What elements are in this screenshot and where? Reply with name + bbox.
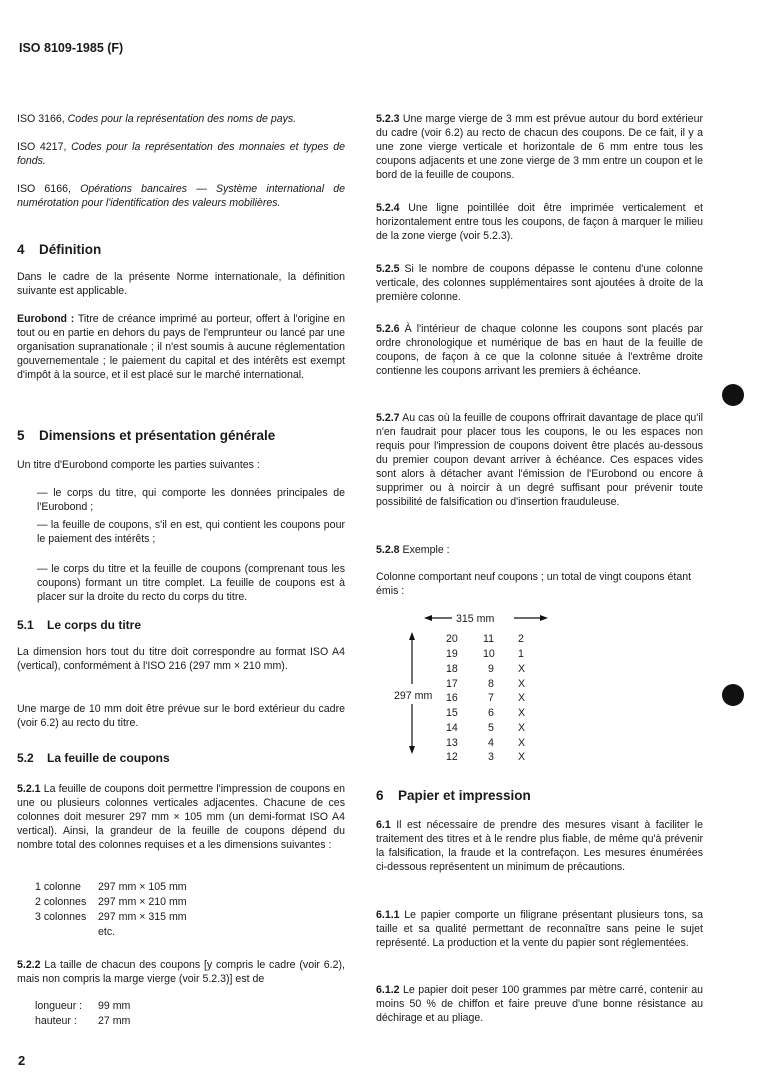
- coupon-number: 2: [518, 633, 524, 645]
- blank-coupon-mark: X: [518, 678, 526, 690]
- document-header: ISO 8109-1985 (F): [19, 41, 124, 55]
- paragraph-5-2-3: 5.2.3 Une marge vierge de 3 mm est prévue autour du bord extérieur du cadre (voir 6.2) au recto de chacun des coupons. De ce fait, il y a une zone vierge verticale et horizontale de 6 mm entre tous les coupons adjacents et une zone vierge de 3 mm entre un coupon et le bord de la feuille de coupons.: [376, 113, 703, 181]
- paragraph-6-1-2: 6.1.2 Le papier doit peser 100 grammes par mètre carré, contenir au moins 50 % de chiffon et faire preuve d'une bonne résistance au déchirage et au pliage.: [376, 984, 703, 1024]
- blank-coupon-mark: X: [518, 737, 526, 749]
- coupon-number: 20: [446, 633, 458, 645]
- section-6-heading: 6 Papier et impression: [376, 788, 531, 803]
- section-4-heading: 4 Définition: [17, 242, 102, 257]
- coupon-number: 9: [488, 663, 494, 675]
- list-item: — le corps du titre et la feuille de coupons (comprenant tous les coupons) formant un titre complet. La feuille de coupons est à placer sur la droite du recto du corps du titre.: [37, 563, 345, 603]
- table-row: longueur : 99 mm: [35, 1000, 131, 1012]
- coupon-number: 17: [446, 678, 458, 690]
- paragraph-5-2-6: 5.2.6 À l'intérieur de chaque colonne les coupons sont placés par ordre chronologique et numérique de bas en haut de la feuille de coupons, de façon à ce que la colonne située à l'extrême droite contienne les coupons arrivant les premiers à échéance.: [376, 323, 703, 377]
- reference-iso3166: ISO 3166, Codes pour la représentation des noms de pays.: [17, 113, 297, 125]
- section-5-heading: 5 Dimensions et présentation générale: [17, 428, 276, 443]
- coupon-number: 14: [446, 722, 458, 734]
- blank-coupon-mark: X: [518, 707, 526, 719]
- height-label: 297 mm: [394, 690, 433, 702]
- blank-coupon-mark: X: [518, 722, 526, 734]
- coupon-number: 10: [483, 648, 495, 660]
- coupon-number: 19: [446, 648, 458, 660]
- reference-iso6166: ISO 6166, Opérations bancaires — Système international de numérotation pour l'identification des valeurs mobilières.: [17, 183, 346, 209]
- table-row: etc.: [98, 926, 116, 938]
- section-5-1-heading: 5.1 Le corps du titre: [17, 618, 142, 632]
- blank-coupon-mark: X: [518, 692, 526, 704]
- coupon-number: 8: [488, 678, 494, 690]
- coupon-number: 3: [488, 751, 494, 763]
- coupon-number: 16: [446, 692, 458, 704]
- coupon-number: 12: [446, 751, 458, 763]
- width-arrow-right-head: [540, 615, 548, 621]
- coupon-number: 13: [446, 737, 458, 749]
- blank-coupon-mark: X: [518, 751, 526, 763]
- coupon-number: 15: [446, 707, 458, 719]
- table-row: 2 colonnes 297 mm × 210 mm: [35, 896, 187, 908]
- paragraph-5-2-4: 5.2.4 Une ligne pointillée doit être imprimée verticalement et horizontalement entre tous les coupons, de façon à marquer le milieu de la zone vierge (voir 5.2.3).: [376, 202, 703, 242]
- paragraph-5-2-8: 5.2.8 Exemple :: [376, 544, 450, 556]
- coupon-number: 1: [518, 648, 524, 660]
- table-row: 1 colonne 297 mm × 105 mm: [35, 881, 187, 893]
- coupon-layout-diagram: [376, 610, 596, 763]
- section-5-1-paragraph-2: Une marge de 10 mm doit être prévue sur le bord extérieur du cadre (voir 6.2) au recto du titre.: [17, 703, 345, 729]
- section-5-1-paragraph-1: La dimension hors tout du titre doit correspondre au format ISO A4 (vertical), conformément à l'ISO 216 (297 mm × 210 mm).: [17, 646, 345, 672]
- reference-iso4217: ISO 4217, Codes pour la représentation des monnaies et types de fonds.: [17, 141, 345, 167]
- coupon-number: 5: [488, 722, 494, 734]
- height-arrow-bottom-head: [409, 746, 415, 754]
- coupon-number: 6: [488, 707, 494, 719]
- section-5-2-heading: 5.2 La feuille de coupons: [17, 751, 170, 765]
- paragraph-5-2-2: 5.2.2 La taille de chacun des coupons [y compris le cadre (voir 6.2), mais non compris la marge vierge (voir 5.2.3)] est de: [17, 959, 345, 985]
- coupon-size-table: [35, 999, 130, 1029]
- blank-coupon-mark: X: [518, 663, 526, 675]
- width-label: 315 mm: [456, 613, 495, 625]
- section-5-intro: Un titre d'Eurobond comporte les parties suivantes :: [17, 459, 260, 471]
- example-intro: Colonne comportant neuf coupons ; un total de vingt coupons étant émis :: [376, 571, 692, 597]
- section-4-intro: Dans le cadre de la présente Norme internationale, la définition suivante est applicable.: [17, 271, 345, 297]
- paragraph-5-2-1: 5.2.1 La feuille de coupons doit permettre l'impression de coupons en une ou plusieurs colonnes verticales adjacentes. Chacune de ces colonnes doit mesurer 297 mm × 105 mm (un demi-format ISO A4 vertical). Ainsi, la grandeur de la feuille de coupons dépend du nombre total des colonnes requises et a les dimensions suivantes :: [17, 783, 345, 851]
- coupon-number: 11: [483, 633, 494, 645]
- page-number: 2: [18, 1053, 26, 1068]
- paragraph-5-2-7: 5.2.7 Au cas où la feuille de coupons offrirait davantage de place qu'il n'en faudrait pour placer tous les coupons, le ou les espaces non requis pour l'impression de coupons doivent être placés au-dessous du premier coupon devant arriver à échéance. Ces espaces vides sont alors à détacher avant l'émission de l'Eurobond ou encore à supprimer ou à noircir à un degré suffisant pour prévenir toute possibilité de falsification ou d'insertion frauduleuse.: [376, 412, 703, 508]
- height-arrow-top-head: [409, 632, 415, 640]
- column-dimensions-table: [35, 880, 187, 940]
- punch-hole: [722, 684, 744, 706]
- punch-hole: [722, 384, 744, 406]
- list-item: — le corps du titre, qui comporte les données principales de l'Eurobond ;: [37, 487, 345, 513]
- coupon-number: 18: [446, 663, 458, 675]
- paragraph-6-1: 6.1 Il est nécessaire de prendre des mesures visant à faciliter le traitement des titres et à le rendre plus fiable, de même qu'à prévenir la falsification, la fraude et la contrefaçon. Les mesures énumérées ci-dessous représentent un minimum de précautions.: [376, 819, 703, 873]
- table-row: 3 colonnes 297 mm × 315 mm: [35, 911, 187, 923]
- eurobond-definition: Eurobond : Titre de créance imprimé au porteur, offert à l'origine en tout ou en partie en dehors du pays de l'emprunteur ou lancé par une organisation supranationale ; il n'est soumis à aucune réglementation gouvernementale ; le paiement du capital et des intérêts est exempt d'impôt à la source, et il est placé sur le marché international.: [17, 313, 345, 381]
- coupon-number: 4: [488, 737, 494, 749]
- coupon-number: 7: [488, 692, 494, 704]
- paragraph-6-1-1: 6.1.1 Le papier comporte un filigrane présentant plusieurs tons, sa taille et sa qualité permettant de reconnaître sans peine le sujet représenté. La production et la vente du papier sont réglementées.: [376, 909, 703, 949]
- width-arrow-left-head: [424, 615, 432, 621]
- list-item: — la feuille de coupons, s'il en est, qui contient les coupons pour le paiement des intérêts ;: [37, 519, 345, 545]
- paragraph-5-2-5: 5.2.5 Si le nombre de coupons dépasse le contenu d'une colonne verticale, des colonnes supplémentaires sont ajoutées à droite de la première colonne.: [376, 263, 703, 303]
- table-row: hauteur : 27 mm: [35, 1015, 131, 1027]
